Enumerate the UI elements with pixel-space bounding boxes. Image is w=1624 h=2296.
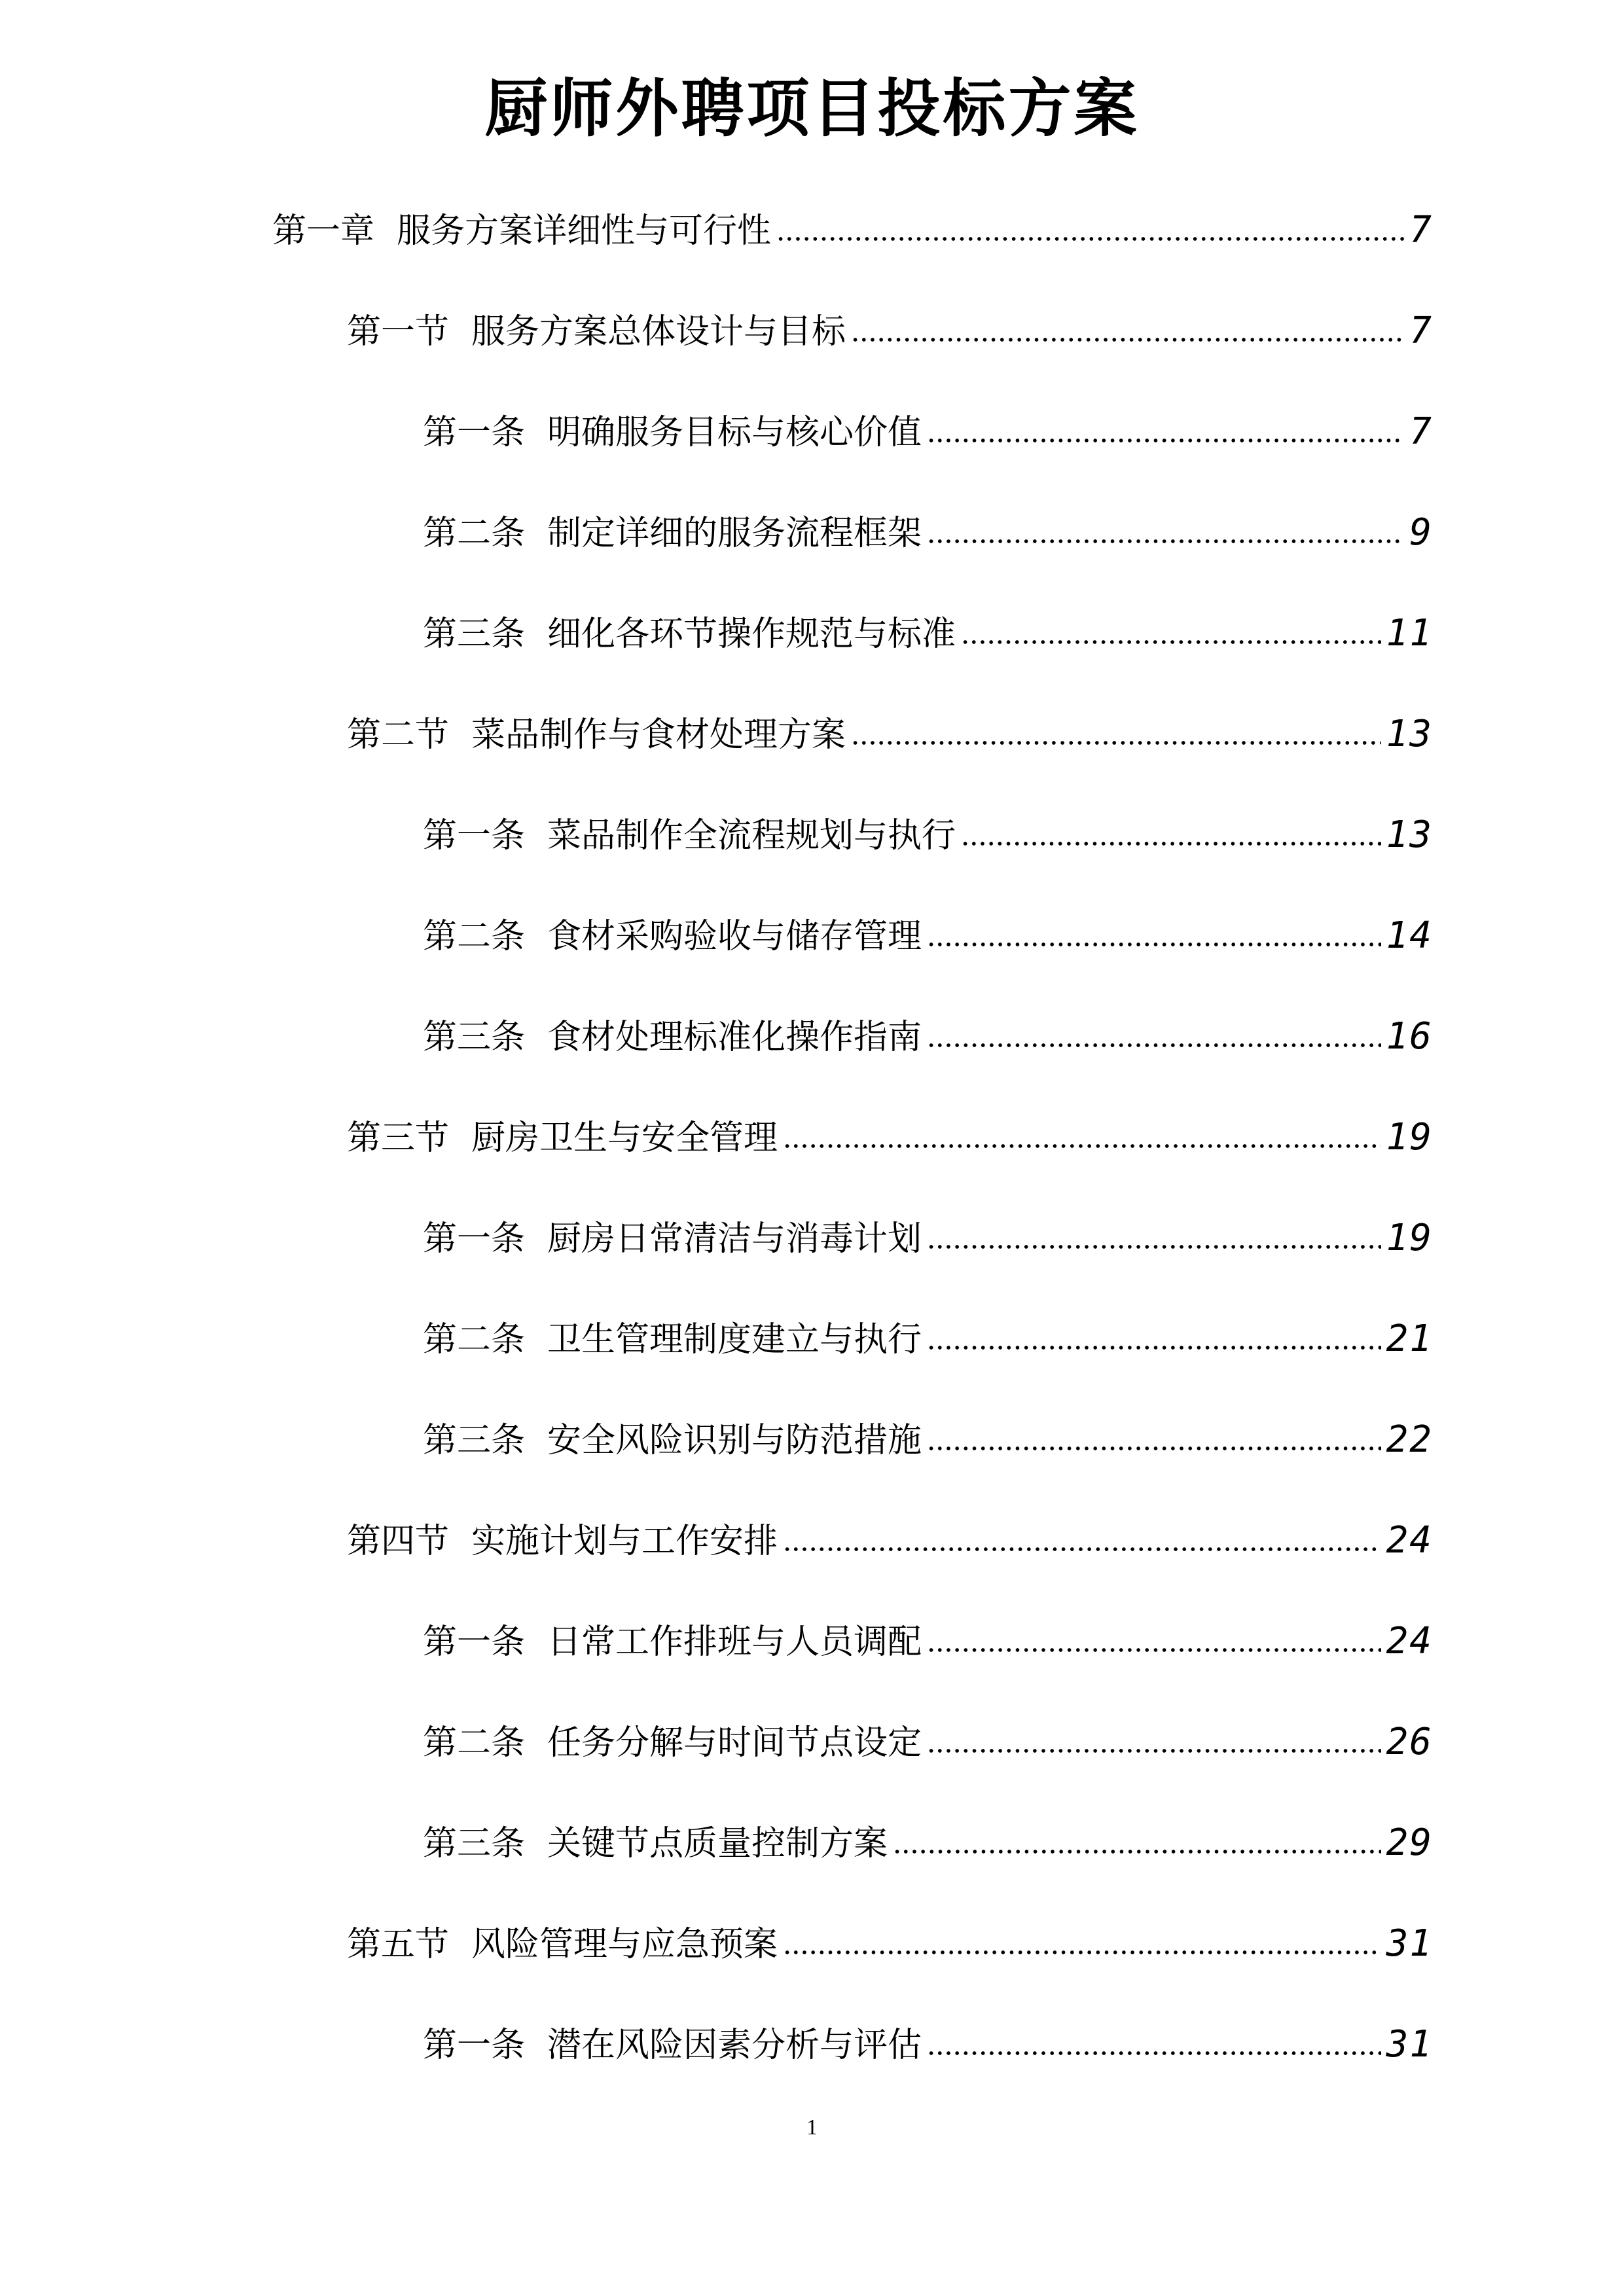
toc-entry[interactable] [423, 2018, 1433, 2071]
toc-entry-page: 22 [1386, 1418, 1433, 1461]
toc-entry-label [347, 1515, 778, 1568]
toc-entry[interactable] [347, 708, 1433, 761]
toc-dot-leader [961, 842, 1381, 846]
toc-entry-label [423, 1011, 922, 1064]
toc-entry-page: 14 [1386, 914, 1433, 957]
toc-entry-number: 第一条 [423, 2026, 526, 2065]
toc-dot-leader [851, 338, 1404, 342]
toc-entry-label [423, 2019, 922, 2072]
toc-dot-leader [927, 942, 1381, 946]
toc-entry-page: 13 [1386, 713, 1433, 755]
toc-entry[interactable] [347, 305, 1433, 357]
toc-entry-text: 制定详细的服务流程框架 [547, 514, 922, 553]
toc-entry-number: 第二条 [423, 1320, 526, 1359]
toc-entry-number: 第一条 [423, 816, 526, 855]
toc-entry-page: 31 [1386, 1922, 1433, 1965]
toc-entry-page: 31 [1386, 2023, 1433, 2066]
toc-entry-page: 7 [1409, 209, 1433, 251]
toc-entry-label [423, 507, 922, 560]
toc-entry-text: 食材处理标准化操作指南 [547, 1018, 922, 1057]
toc-entry-text: 服务方案总体设计与目标 [471, 312, 846, 351]
toc-entry-text: 实施计划与工作安排 [471, 1522, 778, 1561]
toc-entry[interactable] [423, 1011, 1433, 1063]
toc-entry-number: 第二条 [423, 514, 526, 553]
toc-entry-page: 9 [1409, 511, 1433, 554]
toc-dot-leader [783, 1144, 1381, 1148]
toc-entry-number: 第二条 [423, 1723, 526, 1763]
toc-entry[interactable] [347, 1918, 1433, 1970]
toc-entry-label [347, 1918, 778, 1971]
toc-entry-text: 菜品制作与食材处理方案 [471, 715, 846, 755]
toc-entry[interactable] [423, 507, 1433, 559]
toc-dot-leader [927, 1245, 1381, 1249]
toc-entry-number: 第一条 [423, 1219, 526, 1259]
toc-dot-leader [776, 237, 1404, 241]
toc-dot-leader [927, 1648, 1381, 1652]
toc-entry-page: 26 [1386, 1721, 1433, 1763]
toc-entry-number: 第一章 [272, 211, 375, 251]
toc-dot-leader [927, 2051, 1381, 2055]
toc-entry-page: 21 [1386, 1318, 1433, 1360]
toc-entry[interactable] [423, 1817, 1433, 1869]
toc-entry-label [423, 1717, 922, 1769]
toc-entry[interactable] [347, 1111, 1433, 1164]
toc-entry-number: 第三条 [423, 1824, 526, 1863]
toc-entry[interactable] [423, 809, 1433, 861]
toc-entry-text: 厨房卫生与安全管理 [471, 1119, 778, 1158]
toc-entry-page: 29 [1386, 1821, 1433, 1864]
toc-entry-label [347, 306, 846, 358]
toc-dot-leader [927, 1346, 1381, 1350]
toc-entry-page: 13 [1386, 814, 1433, 856]
toc-entry[interactable] [423, 1212, 1433, 1265]
toc-entry-text: 任务分解与时间节点设定 [547, 1723, 922, 1763]
toc-entry-page: 16 [1386, 1015, 1433, 1058]
toc-entry-number: 第三节 [347, 1119, 450, 1158]
toc-entry-text: 菜品制作全流程规划与执行 [547, 816, 956, 855]
toc-dot-leader [927, 539, 1404, 543]
toc-entry-text: 明确服务目标与核心价值 [547, 413, 922, 452]
toc-entry-page: 24 [1386, 1519, 1433, 1562]
page-number: 1 [806, 2115, 818, 2140]
toc-entry-page: 11 [1386, 612, 1433, 655]
toc-entry-number: 第三条 [423, 1018, 526, 1057]
toc-entry-number: 第三条 [423, 1421, 526, 1460]
toc-entry-number: 第四节 [347, 1522, 450, 1561]
toc-entry-number: 第一条 [423, 413, 526, 452]
toc-entry-text: 风险管理与应急预案 [471, 1925, 778, 1964]
toc-entry-text: 细化各环节操作规范与标准 [547, 615, 956, 654]
toc-entry-number: 第一节 [347, 312, 450, 351]
toc-entry-text: 服务方案详细性与可行性 [397, 211, 772, 251]
toc-dot-leader [893, 1850, 1381, 1854]
toc-entry-number: 第二条 [423, 917, 526, 956]
toc-entry-label [423, 810, 956, 862]
toc-dot-leader [927, 439, 1404, 442]
toc-entry-label [347, 709, 846, 761]
toc-entry[interactable] [423, 1716, 1433, 1768]
toc-entry-label [423, 1213, 922, 1265]
toc-dot-leader [961, 640, 1381, 644]
toc-entry[interactable] [347, 1515, 1433, 1567]
toc-entry-text: 潜在风险因素分析与评估 [547, 2026, 922, 2065]
page-title: 厨师外聘项目投标方案 [484, 71, 1140, 145]
toc-entry[interactable] [423, 406, 1433, 458]
toc-entry-label [423, 1314, 922, 1366]
toc-dot-leader [927, 1446, 1381, 1450]
toc-dot-leader [927, 1749, 1381, 1753]
toc-entry[interactable] [423, 910, 1433, 962]
toc-entry-page: 19 [1386, 1217, 1433, 1259]
toc-entry-page: 24 [1386, 1620, 1433, 1662]
toc-dot-leader [783, 1547, 1381, 1551]
toc-entry-text: 安全风险识别与防范措施 [547, 1421, 922, 1460]
toc-entry[interactable] [423, 1615, 1433, 1668]
toc-entry-page: 7 [1409, 410, 1433, 453]
toc-entry-number: 第二节 [347, 715, 450, 755]
toc-entry-label [423, 1414, 922, 1467]
toc-entry[interactable] [423, 1414, 1433, 1466]
toc-entry-label [347, 1112, 778, 1164]
toc-entry-text: 卫生管理制度建立与执行 [547, 1320, 922, 1359]
toc-entry-label [423, 910, 922, 963]
toc-entry[interactable] [272, 204, 1433, 257]
toc-entry-text: 日常工作排班与人员调配 [547, 1623, 922, 1662]
toc-entry-page: 19 [1386, 1116, 1433, 1158]
toc-entry-number: 第三条 [423, 615, 526, 654]
toc-entry-label [272, 205, 771, 257]
toc-dot-leader [851, 741, 1381, 745]
toc-entry-label [423, 1818, 888, 1870]
toc-dot-leader [783, 1950, 1381, 1954]
toc-entry-text: 厨房日常清洁与消毒计划 [547, 1219, 922, 1259]
toc-entry[interactable] [423, 607, 1433, 660]
toc-entry-label [423, 406, 922, 459]
toc-entry-label [423, 1616, 922, 1668]
toc-entry-text: 食材采购验收与储存管理 [547, 917, 922, 956]
toc-entry-page: 7 [1409, 310, 1433, 352]
toc-entry[interactable] [423, 1313, 1433, 1365]
toc-entry-text: 关键节点质量控制方案 [547, 1824, 888, 1863]
toc-dot-leader [927, 1043, 1381, 1047]
toc-entry-number: 第五节 [347, 1925, 450, 1964]
toc-entry-number: 第一条 [423, 1623, 526, 1662]
toc-entry-label [423, 608, 956, 660]
